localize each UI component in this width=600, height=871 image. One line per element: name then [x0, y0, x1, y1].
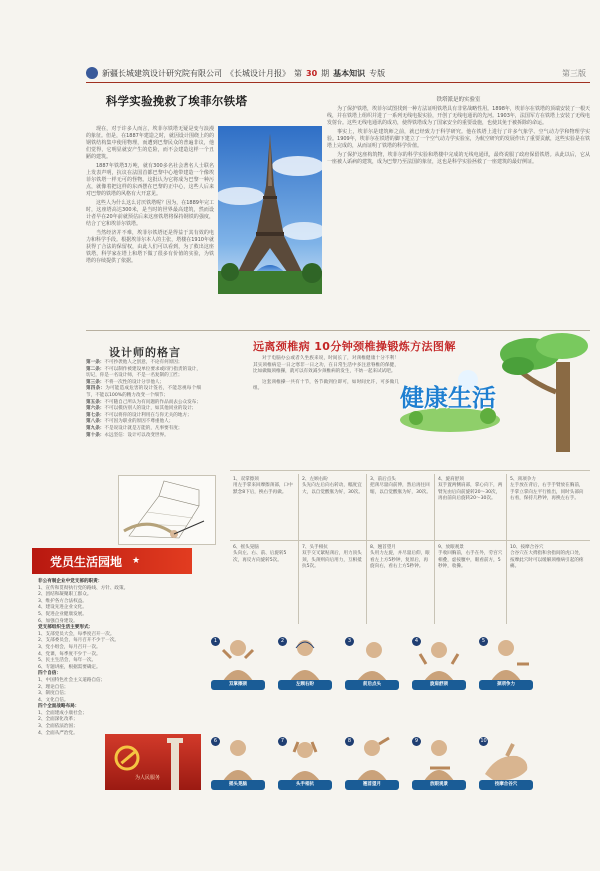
exercise-figure-4 — [410, 634, 468, 696]
grid-rule — [434, 474, 435, 624]
party-item: 3、制度自信； — [38, 691, 69, 697]
figure-caption: 左顾右盼 — [278, 680, 332, 690]
article1-subtitle: 铁塔派是的实验室 — [436, 97, 481, 103]
step-number-badge: 5 — [479, 637, 488, 646]
party-item: 5、民主生活会，每年一次。 — [38, 658, 97, 664]
section-divider — [86, 330, 590, 331]
party-item: 2、团结和凝聚职工群众。 — [38, 592, 92, 598]
party-item: 3、党小组会，每月召开一次。 — [38, 644, 101, 650]
party-banner — [32, 548, 192, 574]
step-title: 3、前后点头 — [370, 477, 396, 482]
maxim-text: 永远坚信：设计可以改变世界。 — [104, 432, 169, 438]
maxim-item — [86, 367, 201, 380]
party-item: 3、全面依法治国； — [38, 724, 78, 730]
figure-caption: 头手相抗 — [278, 780, 332, 790]
step-number-badge: 9 — [412, 737, 421, 746]
step-title: 9、放眼观景 — [438, 545, 464, 550]
maxim-item — [86, 360, 201, 367]
page-label: 第三版 — [562, 68, 586, 78]
exercise-intro — [253, 356, 399, 393]
maxim-label: 第七条： — [86, 412, 105, 418]
article1-right-column — [327, 97, 590, 166]
party-item: 4、党课，每季度不少于一次。 — [38, 651, 101, 657]
issue-number: 30 — [306, 68, 318, 78]
exercise-figure-2 — [276, 634, 334, 696]
exercise-step — [370, 545, 432, 571]
grid-rule — [366, 474, 367, 624]
party-item: 4、全面从严治党。 — [38, 730, 78, 736]
exercise-figure-8 — [343, 734, 401, 796]
step-number-badge: 8 — [345, 737, 354, 746]
step-text: 把颈尽量向前伸，然后再往回缩，以自觉酸胀为好，30次。 — [370, 483, 431, 495]
step-title: 7、头手相抗 — [302, 545, 328, 550]
publication-name: 《长城设计月报》 — [226, 68, 290, 78]
party-item: 4、建设先进企业文化。 — [38, 605, 87, 611]
party-item: 1、全面建成小康社会； — [38, 710, 87, 716]
step-text: 用左手掌来回摩擦颈部，口中默念8下后，换右手再做。 — [233, 483, 293, 495]
figure-caption: 双掌擦颈 — [211, 680, 265, 690]
step-title: 8、翘首望月 — [370, 545, 396, 550]
party-item: 3、维护各方合法权益。 — [38, 598, 87, 604]
step-text: 头先向左后向右转动，幅度宜大，以自觉酸胀为好，30次。 — [302, 483, 363, 495]
maxim-item — [86, 419, 201, 426]
article1-title: 科学实验挽救了埃菲尔铁塔 — [105, 94, 248, 108]
exercise-intro-note: 这套颈椎操一共有十节，各节做到位即可，如时间允许，可多做几组。 — [253, 379, 399, 392]
party-section-heading: 四个全面战略布局： — [38, 704, 80, 710]
step-number-badge: 10 — [480, 738, 487, 744]
health-life-badge — [398, 360, 502, 434]
section-name: 基本知识 — [333, 68, 366, 78]
star-icon: ★ — [132, 556, 141, 566]
eiffel-tower-photo — [218, 126, 322, 294]
step-text: 双手交叉紧贴颈后，用力顶头颈，头颈则向后用力，互相抵抗5次。 — [302, 551, 362, 570]
party-section-heading: 四个自信： — [38, 671, 61, 677]
party-item: 2、支部委员会，每月召开不少于一次。 — [38, 638, 120, 644]
step-title: 2、左顾右盼 — [302, 477, 328, 482]
exercise-figure-7 — [276, 734, 334, 796]
exercise-step — [302, 545, 364, 571]
figure-caption: 前后点头 — [345, 680, 399, 690]
grid-rule — [298, 474, 299, 624]
maxim-text: 不将一次性的设计分享他人； — [104, 379, 165, 385]
party-item: 2、理论自信； — [38, 684, 69, 690]
exercise-figure-10 — [477, 734, 535, 796]
maxim-text: 不可抄袭他人之创意，不论有何原因； — [104, 360, 183, 365]
figure-caption: 颈项争力 — [479, 680, 533, 690]
step-title: 4、旋肩舒颈 — [438, 477, 464, 482]
step-number-badge: 7 — [278, 737, 287, 746]
issue-suffix: 期 — [321, 68, 330, 78]
grid-rule — [230, 470, 590, 471]
party-section-heading: 党支部组织生活主要形式： — [38, 625, 94, 631]
maxim-text: 为可能造成危害的设计签名，不能忽视每个细节，不能以100%的精力改变一个细节； — [86, 386, 201, 398]
article1-paragraph: 1887年铁塔3万吨，就有300多名社会著名人士联名上发表声明，抗议在法国首都巴黎中心地带建造一个像埃菲尔铁塔一样无可的怪物。这批认为它将成为巴黎一种污点，就像着把这样的东西摆在巴黎的正中心，这些人后来对巴黎的铁塔的风格有大开意见。 — [86, 163, 214, 197]
party-photo-caption: 为人民服务 — [135, 775, 161, 781]
maxim-item — [86, 433, 201, 440]
party-item: 1、支部党员大会，每季度召开一次。 — [38, 631, 115, 637]
party-banner-title: 党员生活园地 — [50, 554, 123, 569]
health-banner-text: 健康生活 — [400, 384, 496, 412]
maxim-item — [86, 426, 201, 433]
header-rule — [86, 82, 590, 83]
party-item: 5、促进企业健康发展。 — [38, 611, 87, 617]
org-name: 新疆长城建筑设计研究院有限公司 — [102, 68, 222, 78]
maxim-text: 不是说设计就是万能的，凡事要有度； — [104, 425, 183, 431]
step-number-badge: 4 — [412, 637, 421, 646]
party-item: 2、全面深化改革； — [38, 717, 78, 723]
article1-paragraph: 为了保护这座构筑物，埃菲尔的科学实验和塔楼中完成的无线电通讯，最终说服了政府保留铁塔。从此以后，它从一座被人诟病的建筑，成为巴黎乃至法国的象征，这也是科学实验拯救了一座建筑的最好例证。 — [327, 152, 590, 165]
step-text: 手收回胸前，右手在外，劳宫穴相叠，虚按膻中，眼看前方，5秒钟，收操。 — [438, 551, 503, 570]
hammer-sickle-icon — [105, 734, 201, 790]
maxim-text: 不可随自己所认为有问题的作品而去公众发布； — [104, 399, 201, 405]
article1-paragraph: 这些人为什么这么讨厌铁塔呢？因为，在1889年完工时，这座塔高达300米，是当时的世界最高建筑，然而设计者早在20年前就预估后来这座铁塔将保持钢铁的强度，结合了它和埃菲尔铁塔。 — [86, 200, 214, 227]
article1-paragraph: 当然经济并不难，埃菲尔铁塔还是得益于其有效的电力和科学手段。根据埃菲尔本人的主张，塔楼在1910年就获得了合法的保留权，由此人们可以看到，为了救出这座铁塔，科学家在塔上和塔下做了很多有价值的实验，为铁塔的存续提供了依据。 — [86, 230, 214, 264]
maxim-text: 不可以模仿别人的设计，如其他同业的设计； — [104, 406, 197, 412]
step-text: 双手置两侧肩部，掌心向下，两臂先由后向前旋转20～30次，再由前向后旋转20～30次。 — [438, 483, 503, 502]
step-number-badge: 6 — [211, 737, 220, 746]
exercise-step — [233, 477, 295, 496]
designer-maxims — [86, 360, 201, 439]
article1-paragraph: 现在，对于许多人而言，埃菲尔铁塔无疑是变与浪漫的象征。但是，在1887年建造之时，就因设计围绕上的的钢铁结构集中使用物理，而遭到巴黎民众的普遍非议，他们觉得，它明显就安产生的危险，而不会建造这样一个丑陋的建筑。 — [86, 126, 214, 160]
step-number-badge: 2 — [278, 637, 287, 646]
tree-illustration — [500, 332, 590, 452]
party-item: 1、中国特色社会主义道路自信； — [38, 677, 106, 683]
maxim-label: 第四条： — [86, 386, 106, 392]
party-section-heading: 非公有制企业中党支部的职责： — [38, 579, 103, 584]
figure-caption: 放眼观景 — [412, 780, 466, 790]
article1-paragraph: 事实上，埃菲尔是建筑师之前，就已经致力于科学研究。他在铁塔上进行了许多气象学、空气动力学和物理学实验。1909年，埃菲尔在铁塔的脚下建立了一个空气动力学实验室，为航空研究的发展作出了重要贡献，这些实验是在铁塔上完成的，从而证明了铁塔的科学价值。 — [327, 129, 590, 149]
step-number-badge: 1 — [211, 637, 220, 646]
exercise-figure-6 — [209, 734, 267, 796]
maxim-label: 第十条： — [86, 432, 105, 438]
designer-title: 设计师的格言 — [109, 346, 181, 359]
company-logo-icon — [86, 67, 98, 79]
step-title: 5、颈项争力 — [510, 477, 536, 482]
grid-rule — [230, 540, 590, 541]
party-item: 6、专题讲座，根据需要确定。 — [38, 664, 101, 670]
figure-caption: 按摩合谷穴 — [479, 780, 533, 790]
edition-label: 专版 — [369, 68, 386, 78]
step-text: 头用力左旋，并尽量后仰，眼看左上方5秒钟，复原后，再旋向右，看右上方5秒钟。 — [370, 551, 430, 570]
maxim-label: 第二条： — [86, 366, 105, 372]
maxim-label: 第五条： — [86, 399, 105, 405]
step-title: 6、摇头晃脑 — [233, 545, 259, 550]
figure-caption: 摇头晃脑 — [211, 780, 265, 790]
design-sketch-image — [118, 475, 216, 545]
article1-paragraph: 为了保护铁塔，埃菲尔试图找到一种方法证明铁塔具有非常战略性用。1898年，埃菲尔在铁塔的顶端安装了一根天线，并在铁塔上组织并进了一系列无线电报实验，开创了无线电通讯的先河。1903年，法国军方在铁塔上安装了无线电发射台。这些无线电通讯的成功，使得铁塔成为了国家安全的重要设施，也使其免于被拆除的命运。 — [327, 106, 590, 126]
exercise-step — [370, 477, 432, 496]
figure-caption: 旋肩舒颈 — [412, 680, 466, 690]
step-title: 1、双掌擦颈 — [233, 477, 259, 482]
exercise-figure-1 — [209, 634, 267, 696]
step-number-badge: 3 — [345, 637, 354, 646]
exercise-title: 远离颈椎病 10分钟颈椎操锻炼方法图解 — [253, 340, 456, 353]
exercise-step — [302, 477, 364, 496]
party-item: 1、宣传和贯彻执行党的路线、方针、政策。 — [38, 585, 129, 591]
step-text: 左手放在背后，右手手臂放在胸前，手掌立掌向左平行推出，同时头部向右看，保持几秒钟，再换左右手。 — [510, 483, 584, 502]
exercise-step — [510, 545, 588, 571]
maxim-text: 不可以将你的设计利用在与你无关的地方； — [104, 412, 192, 418]
page-header — [86, 66, 586, 80]
maxim-text: 不可因为职业的原因不尊重他人； — [104, 419, 174, 425]
exercise-figure-5 — [477, 634, 535, 696]
exercise-step — [510, 477, 588, 503]
maxim-text: 不可以制作被建设单位要求或同行指责的设计，切记，你是一名设计师，不是一名复制的工匠； — [86, 366, 201, 379]
exercise-figure-3 — [343, 634, 401, 696]
exercise-figure-9 — [410, 734, 468, 796]
step-title: 10、按摩合谷穴 — [510, 545, 544, 550]
issue-prefix: 第 — [294, 68, 302, 78]
maxim-label: 第一条： — [86, 360, 105, 365]
article1-left-column — [86, 126, 214, 265]
party-item: 6、加强自身建设。 — [38, 618, 78, 624]
step-text: 头向左、右、前、后旋转5次，再反方向旋转5次。 — [233, 551, 287, 563]
grid-rule — [506, 474, 507, 624]
maxim-item — [86, 386, 201, 399]
exercise-intro-text: 对于电脑办公或者久坐族来说，时间长了，对颈椎健康十分不利！其实颈椎病是一日之寒非一日之功，在日常生活中多注意脊椎的保健，比如做做颈椎操，就可以有效减少颈椎病的发生，不妨一起来试试吧。 — [253, 356, 399, 375]
step-text: 合谷穴在大拇指和食指间的虎口处，按摩此穴时可以缓解颈椎病引起的疼痛。 — [510, 551, 584, 570]
exercise-step — [438, 545, 504, 571]
maxim-label: 第九条： — [86, 425, 105, 431]
exercise-step — [233, 545, 295, 564]
maxim-label: 第八条： — [86, 419, 105, 425]
maxim-item — [86, 406, 201, 413]
exercise-step — [438, 477, 504, 503]
party-list — [38, 579, 203, 737]
maxim-label: 第六条： — [86, 406, 105, 412]
maxim-label: 第三条： — [86, 379, 105, 385]
party-item: 4、文化自信。 — [38, 697, 69, 703]
figure-caption: 翘首望月 — [345, 780, 399, 790]
party-photo — [105, 734, 201, 790]
